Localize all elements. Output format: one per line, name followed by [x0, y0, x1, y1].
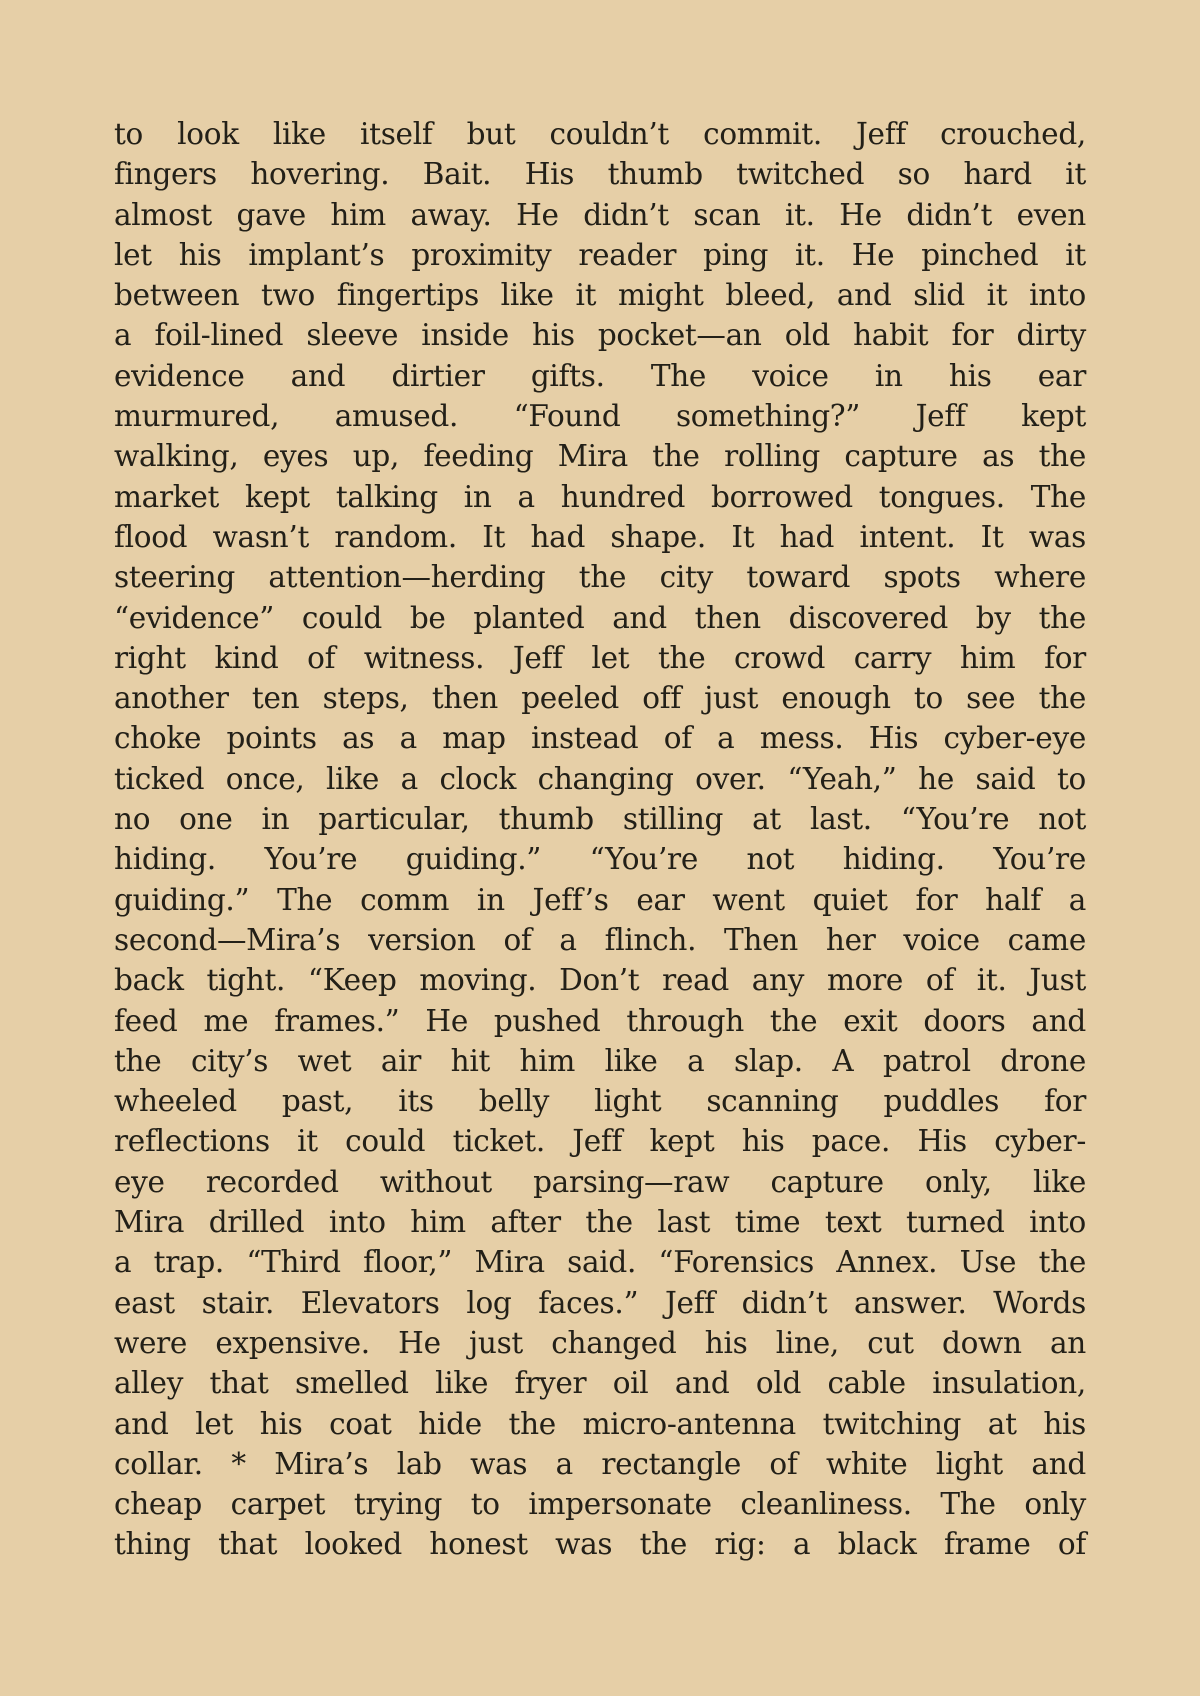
text-line-29: a trap. “Third floor,” Mira said. “Forensics Annex. Use the [114, 1245, 1086, 1280]
text-line-18: no one in particular, thumb stilling at last. “You’re not [114, 802, 1086, 837]
text-line-7: evidence and dirtier gifts. The voice in his ear [114, 358, 1086, 393]
text-line-19: hiding. You’re guiding.” “You’re not hiding. You’re [114, 842, 1086, 877]
text-line-22: back tight. “Keep moving. Don’t read any more of it. Just [114, 963, 1086, 998]
body-text [114, 114, 1086, 1565]
text-line-36: thing that looked honest was the rig: a black frame of [114, 1527, 1086, 1562]
text-line-34: collar. * Mira’s lab was a rectangle of white light and [114, 1446, 1086, 1481]
text-line-4: let his implant’s proximity reader ping it. He pinched it [114, 237, 1086, 272]
text-line-26: reflections it could ticket. Jeff kept his pace. His cyber- [114, 1124, 1086, 1159]
text-line-32: alley that smelled like fryer oil and old cable insulation, [114, 1366, 1086, 1401]
text-line-33: and let his coat hide the micro-antenna twitching at his [114, 1406, 1086, 1441]
text-line-20: guiding.” The comm in Jeff’s ear went quiet for half a [114, 882, 1086, 917]
text-line-1: to look like itself but couldn’t commit. Jeff crouched, [114, 117, 1086, 151]
text-line-17: ticked once, like a clock changing over. “Yeah,” he said to [114, 761, 1086, 796]
text-line-3: almost gave him away. He didn’t scan it. He didn’t even [114, 197, 1086, 232]
text-line-28: Mira drilled into him after the last time text turned into [114, 1205, 1086, 1240]
text-line-15: another ten steps, then peeled off just enough to see the [114, 681, 1086, 716]
text-line-31: were expensive. He just changed his line, cut down an [114, 1325, 1086, 1360]
text-line-30: east stair. Elevators log faces.” Jeff didn’t answer. Words [114, 1285, 1086, 1320]
text-line-13: “evidence” could be planted and then discovered by the [114, 600, 1086, 635]
text-line-6: a foil-lined sleeve inside his pocket—an old habit for dirty [114, 318, 1086, 353]
text-line-8: murmured, amused. “Found something?” Jeff kept [114, 399, 1086, 434]
text-line-35: cheap carpet trying to impersonate cleanliness. The only [114, 1487, 1086, 1522]
text-line-25: wheeled past, its belly light scanning puddles for [114, 1084, 1086, 1119]
text-line-12: steering attention—herding the city toward spots where [114, 560, 1086, 595]
text-line-11: flood wasn’t random. It had shape. It had intent. It was [114, 519, 1086, 554]
text-line-14: right kind of witness. Jeff let the crowd carry him for [114, 640, 1086, 675]
text-line-27: eye recorded without parsing—raw capture only, like [114, 1164, 1086, 1199]
text-line-2: fingers hovering. Bait. His thumb twitched so hard it [114, 157, 1086, 192]
text-line-24: the city’s wet air hit him like a slap. A patrol drone [114, 1043, 1086, 1078]
text-line-16: choke points as a map instead of a mess. His cyber-eye [114, 721, 1086, 756]
text-line-5: between two fingertips like it might bleed, and slid it into [114, 278, 1086, 313]
text-line-9: walking, eyes up, feeding Mira the rolling capture as the [114, 439, 1086, 474]
text-line-23: feed me frames.” He pushed through the exit doors and [114, 1003, 1086, 1038]
text-line-21: second—Mira’s version of a flinch. Then her voice came [114, 922, 1086, 957]
text-line-10: market kept talking in a hundred borrowed tongues. The [114, 479, 1086, 514]
